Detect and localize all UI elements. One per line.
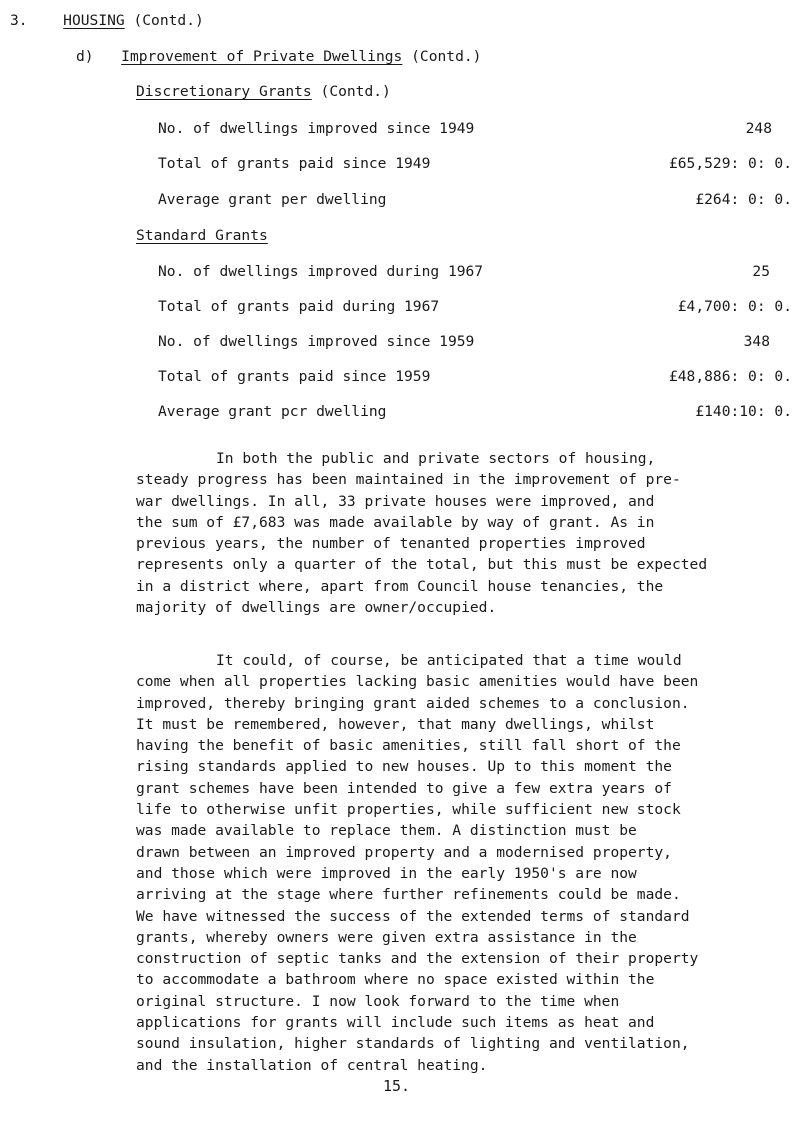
subsection-title: Improvement of Private Dwellings — [121, 48, 403, 65]
subsection-heading — [76, 48, 481, 65]
discretionary-title: Discretionary Grants — [136, 83, 312, 100]
standard-title: Standard Grants — [136, 227, 268, 244]
row-label: Average grant per dwelling — [158, 191, 387, 208]
row-label: Average grant pcr dwelling — [158, 403, 387, 420]
row-value: £264: 0: 0. — [695, 191, 792, 208]
row-value: £140:10: 0. — [695, 403, 792, 420]
paragraph-line: war dwellings. In all, 33 private houses were improved, and — [136, 492, 655, 510]
row-value: 25 — [752, 263, 770, 280]
standard-heading — [136, 227, 268, 244]
discretionary-heading — [136, 83, 391, 100]
paragraph-line: having the benefit of basic amenities, still fall short of the — [136, 737, 681, 755]
standard-table — [0, 263, 792, 453]
paragraph-line: drawn between an improved property and a modernised property, — [136, 843, 672, 861]
paragraph-line: come when all properties lacking basic amenities would have been — [136, 673, 699, 691]
table-row — [0, 333, 792, 357]
paragraph-line: We have witnessed the success of the extended terms of standard — [136, 907, 690, 925]
paragraph-future-improvements — [136, 650, 791, 1076]
subsection-letter: d) — [76, 48, 94, 65]
subsection-suffix: (Contd.) — [411, 48, 482, 65]
paragraph-line: in a district where, apart from Council house tenancies, the — [136, 577, 664, 595]
section-number: 3. — [10, 12, 28, 29]
paragraph-line: majority of dwellings are owner/occupied. — [136, 599, 497, 617]
page-number: 15. — [383, 1077, 411, 1095]
row-label: Total of grants paid during 1967 — [158, 298, 440, 315]
table-row — [0, 155, 792, 179]
table-row — [0, 368, 792, 392]
paragraph-line: It could, of course, be anticipated that a time would — [216, 652, 682, 669]
paragraph-line: represents only a quarter of the total, but this must be expected — [136, 556, 708, 574]
paragraph-line: and those which were improved in the early 1950's are now — [136, 864, 637, 882]
discretionary-suffix: (Contd.) — [320, 83, 391, 100]
table-row — [0, 263, 792, 287]
row-label: No. of dwellings improved since 1949 — [158, 120, 475, 137]
row-value: £65,529: 0: 0. — [668, 155, 792, 172]
section-title: HOUSING — [63, 12, 125, 29]
row-value: 248 — [745, 120, 772, 137]
paragraph-line: It must be remembered, however, that many dwellings, whilst — [136, 715, 655, 733]
row-label: Total of grants paid since 1949 — [158, 155, 431, 172]
paragraph-line: construction of septic tanks and the extension of their property — [136, 950, 699, 968]
paragraph-line: steady progress has been maintained in the improvement of pre- — [136, 471, 681, 489]
paragraph-line: rising standards applied to new houses. Up to this moment the — [136, 758, 672, 776]
paragraph-line: improved, thereby bringing grant aided schemes to a conclusion. — [136, 694, 690, 712]
paragraph-line: arriving at the stage where further refinements could be made. — [136, 886, 681, 904]
row-value: £4,700: 0: 0. — [677, 298, 792, 315]
paragraph-line: grant schemes have been intended to give a few extra years of — [136, 779, 672, 797]
paragraph-line: and the installation of central heating. — [136, 1056, 488, 1074]
row-value: 348 — [743, 333, 770, 350]
paragraph-line: the sum of £7,683 was made available by way of grant. As in — [136, 513, 655, 531]
section-suffix: (Contd.) — [133, 12, 204, 29]
table-row — [0, 191, 792, 215]
paragraph-line: was made available to replace them. A distinction must be — [136, 822, 637, 840]
paragraph-line: grants, whereby owners were given extra assistance in the — [136, 928, 637, 946]
paragraph-line: In both the public and private sectors of housing, — [216, 450, 656, 467]
paragraph-line: previous years, the number of tenanted properties improved — [136, 535, 646, 553]
table-row — [0, 298, 792, 322]
discretionary-table — [0, 120, 792, 230]
section-heading — [10, 12, 204, 29]
paragraph-line: to accommodate a bathroom where no space existed within the — [136, 971, 655, 989]
row-label: No. of dwellings improved since 1959 — [158, 333, 475, 350]
table-row — [0, 120, 792, 144]
row-label: Total of grants paid since 1959 — [158, 368, 431, 385]
table-row — [0, 403, 792, 427]
paragraph-line: original structure. I now look forward to the time when — [136, 992, 620, 1010]
paragraph-housing-progress — [136, 448, 791, 618]
row-value: £48,886: 0: 0. — [668, 368, 792, 385]
paragraph-line: sound insulation, higher standards of lighting and ventilation, — [136, 1035, 690, 1053]
paragraph-line: applications for grants will include such items as heat and — [136, 1014, 655, 1032]
row-label: No. of dwellings improved during 1967 — [158, 263, 484, 280]
paragraph-line: life to otherwise unfit properties, while sufficient new stock — [136, 801, 681, 819]
